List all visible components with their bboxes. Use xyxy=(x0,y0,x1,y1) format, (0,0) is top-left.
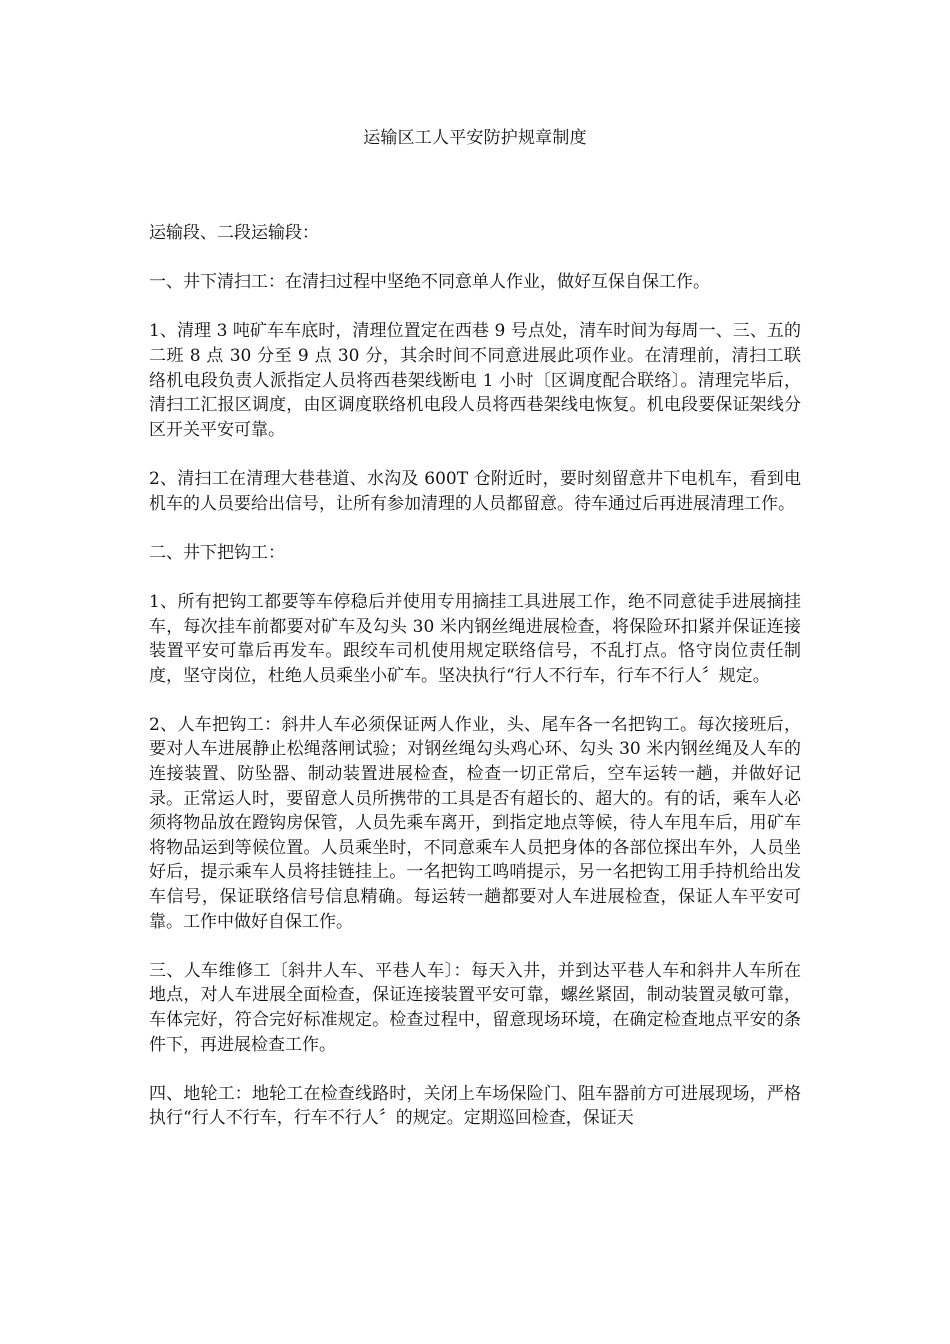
document-body xyxy=(149,221,801,1131)
section-heading-hooker: 二、井下把钩工： xyxy=(149,542,285,563)
section-heading-transport: 运输段、二段运输段： xyxy=(149,223,319,243)
document-title: 运输区工人平安防护规章制度 xyxy=(363,128,587,148)
paragraph-maintenance: 三、人车维修工〔斜井人车、平巷人车〕：每天入井，并到达平巷人车和斜井人车所在地点，对人车进展全面检查，保证连接装置平安可靠，螺丝紧固，制动装置灵敏可靠，车体完好，符合完好标准规定。检查过程中，留意现场环境，在确定检查地点平安的条件下，再进展检查工作。 xyxy=(149,960,801,1055)
paragraph-hooker-rule-2: 2、人车把钩工：斜井人车必须保证两人作业，头、尾车各一名把钩工。每次接班后，要对人车进展静止松绳落闸试验；对钢丝绳勾头鸡心环、勾头 30 米内钢丝绳及人车的连接装置、防坠器、制动装置进展检查，检查一切正常后，空车运转一趟，并做好记录。正常运人时，要留意人员所携带的工具是否有超长的、超大的。有的话，乘车人必须将物品放在蹬钩房保管，人员先乘车离开，到指定地点等候，待人车甩车后，用矿车将物品运到等候位置。人员乘坐时，不同意乘车人员把身体的各部位探出车外，人员坐好后，提示乘车人员将挂链挂上。一名把钩工鸣哨提示，另一名把钩工用手持机给出发车信号，保证联络信号信息精确。每运转一趟都要对人车进展检查，保证人车平安可靠。工作中做好自保工作。 xyxy=(149,714,801,932)
paragraph-ground-wheel: 四、地轮工：地轮工在检查线路时，关闭上车场保险门、阻车器前方可进展现场，严格执行“行人不行车，行车不行人〞的规定。定期巡回检查，保证天 xyxy=(149,1083,801,1129)
paragraph-cleaner-rule-1: 1、清理 3 吨矿车车底时，清理位置定在西巷 9 号点处，清车时间为每周一、三、五的二班 8 点 30 分至 9 点 30 分，其余时间不同意进展此项作业。在清理前，清扫工联络机电段负责人派指定人员将西巷架线断电 1 小时〔区调度配合联络〕。清理完毕后，清扫工汇报区调度，由区调度联络机电段人员将西巷架线电恢复。机电段要保证架线分区开关平安可靠。 xyxy=(149,321,801,440)
paragraph-cleaner-rule-2: 2、清扫工在清理大巷巷道、水沟及 600T 仓附近时，要时刻留意井下电机车，看到电机车的人员要给出信号，让所有参加清理的人员都留意。待车通过后再进展清理工作。 xyxy=(149,468,801,514)
paragraph-hooker-rule-1: 1、所有把钩工都要等车停稳后并使用专用摘挂工具进展工作，绝不同意徒手进展摘挂车，每次挂车前都要对矿车及勾头 30 米内钢丝绳进展检查，将保险环扣紧并保证连接装置平安可靠后再发车。跟绞车司机使用规定联络信号，不乱打点。恪守岗位责任制度，坚守岗位，杜绝人员乘坐小矿车。坚决执行“行人不行车，行车不行人〞规定。 xyxy=(149,591,801,686)
paragraph-cleaner-intro: 一、井下清扫工：在清扫过程中坚绝不同意单人作业，做好互保自保工作。 xyxy=(149,272,710,293)
